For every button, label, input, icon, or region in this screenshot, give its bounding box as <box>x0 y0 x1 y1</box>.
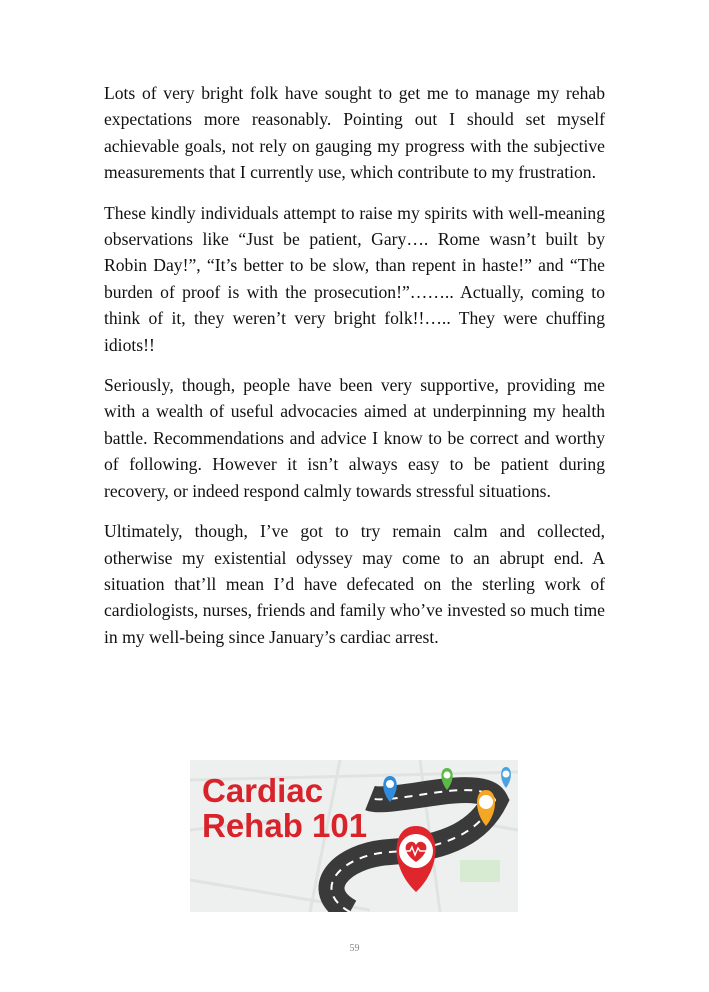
figure-title-line1: Cardiac <box>202 772 324 809</box>
paragraph-1: Lots of very bright folk have sought to get me to manage my rehab expectations more reasonably. Pointing out I should set myself achievable goals, not rely on gauging my progress with the subjective measurements that I currently use, which contribute to my frustration. <box>104 83 605 183</box>
paragraph-4: Ultimately, though, I’ve got to try remain calm and collected, otherwise my existential odyssey may come to an abrupt end. A situation that’ll mean I’d have defecated on the sterling work of cardiologists, nurses, friends and family who’ve invested so much time in my well-being since January’s cardiac arrest. <box>104 521 605 647</box>
map-park <box>460 860 500 882</box>
paragraph-2: These kindly individuals attempt to raise my spirits with well-meaning observations like “Just be patient, Gary…. Rome wasn’t built by Robin Day!”, “It’s better to be slow, than repent in haste!” and “The burden of proof is with the prosecution!”…….. Actually, coming to think of it, they weren’t very bright folk!!….. They were chuffing idiots!! <box>104 202 605 355</box>
body-text <box>104 80 605 664</box>
page-number: 59 <box>349 943 360 954</box>
illustration-svg <box>190 760 518 912</box>
figure-title-line2: Rehab 101 <box>202 807 368 844</box>
paragraph-3: Seriously, though, people have been very supportive, providing me with a wealth of useful advocacies aimed at underpinning my health battle. Recommendations and advice I know to be correct and worthy of following. However it isn’t always easy to be patient during recovery, or indeed respond calmly towards stressful situations. <box>104 375 605 501</box>
cardiac-rehab-illustration <box>190 760 518 912</box>
